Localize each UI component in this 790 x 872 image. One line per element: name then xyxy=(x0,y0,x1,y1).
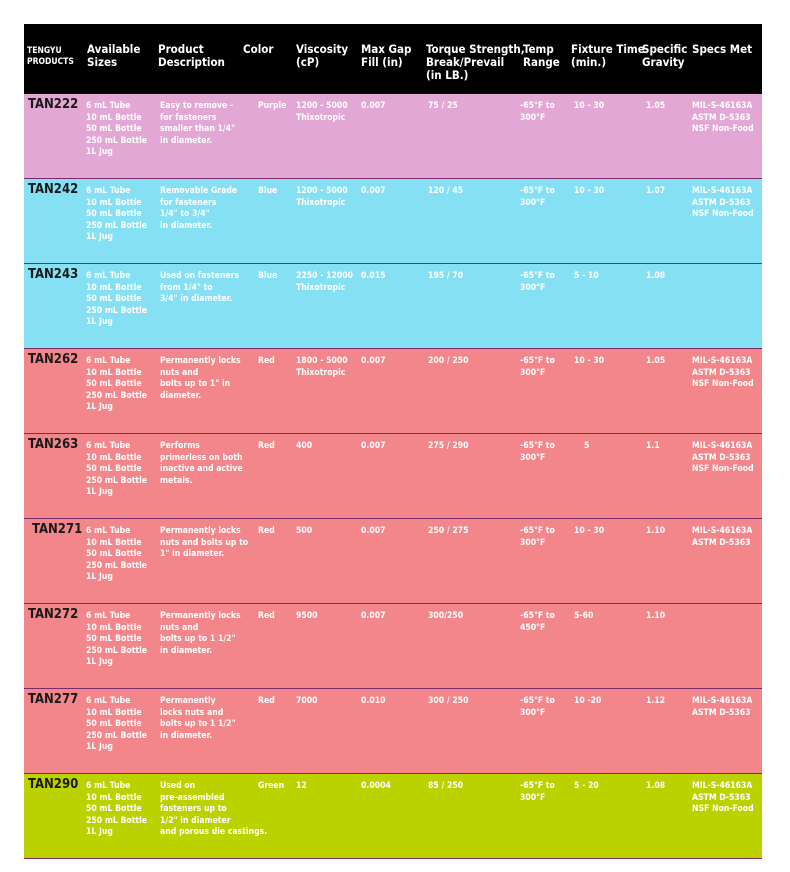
sizes-cell: 6 mL Tube 10 mL Bottle 50 mL Bottle 250 mL Bottle 1L Jug xyxy=(86,526,147,583)
viscosity-cell: 1800 - 5000 Thixotropic xyxy=(296,356,348,378)
gravity-cell: 1.08 xyxy=(646,271,666,281)
gravity-cell: 1.05 xyxy=(646,101,666,111)
max-gap-cell: 0.007 xyxy=(361,186,386,196)
color-cell: Red xyxy=(258,696,275,706)
temp-cell: -65°F to 300°F xyxy=(520,186,555,208)
header-viscosity: Viscosity (cP) xyxy=(296,42,349,69)
header-brand: TENGYU PRODUCTS xyxy=(27,46,74,67)
sizes-cell: 6 mL Tube 10 mL Bottle 50 mL Bottle 250 mL Bottle 1L Jug xyxy=(86,441,147,498)
header-max-gap: Max Gap Fill (in) xyxy=(361,42,412,69)
specs-cell: MIL-S-46163A ASTM D-5363 NSF Non-Food xyxy=(692,101,754,135)
table-row xyxy=(24,94,762,179)
temp-cell: -65°F to 450°F xyxy=(520,611,555,633)
torque-cell: 200 / 250 xyxy=(428,356,469,366)
product-name: TAN242 xyxy=(28,182,79,197)
header-gravity: Specific Gravity xyxy=(642,42,688,69)
specs-cell: MIL-S-46163A ASTM D-5363 NSF Non-Food xyxy=(692,356,754,390)
sizes-cell: 6 mL Tube 10 mL Bottle 50 mL Bottle 250 mL Bottle 1L Jug xyxy=(86,101,147,158)
description-cell: Performs primerless on both inactive and active metals. xyxy=(160,441,243,486)
color-cell: Red xyxy=(258,526,275,536)
header-sizes: Available Sizes xyxy=(87,42,141,69)
gravity-cell: 1.07 xyxy=(646,186,666,196)
table-row xyxy=(24,774,762,859)
gravity-cell: 1.1 xyxy=(646,441,660,451)
header-temp: Temp Range xyxy=(523,42,560,69)
color-cell: Red xyxy=(258,611,275,621)
description-cell: Permanently locks nuts and bolts up to 1" in diameter. xyxy=(160,356,241,401)
specs-cell: MIL-S-46163A ASTM D-5363 xyxy=(692,696,753,718)
fixture-cell: 5-60 xyxy=(574,611,594,621)
header-description: Product Description xyxy=(158,42,225,69)
viscosity-cell: 12 xyxy=(296,781,307,791)
max-gap-cell: 0.007 xyxy=(361,526,386,536)
max-gap-cell: 0.015 xyxy=(361,271,386,281)
max-gap-cell: 0.007 xyxy=(361,356,386,366)
fixture-cell: 10 -20 xyxy=(574,696,602,706)
table-row xyxy=(24,434,762,519)
product-name: TAN271 xyxy=(32,522,83,537)
table-row xyxy=(24,264,762,349)
viscosity-cell: 2250 - 12000 Thixotropic xyxy=(296,271,354,293)
fixture-cell: 5 - 20 xyxy=(574,781,599,791)
viscosity-cell: 400 xyxy=(296,441,313,451)
fixture-cell: 5 - 10 xyxy=(574,271,599,281)
color-cell: Green xyxy=(258,781,285,791)
temp-cell: -65°F to 300°F xyxy=(520,271,555,293)
table-row xyxy=(24,689,762,774)
product-name: TAN262 xyxy=(28,352,79,367)
temp-cell: -65°F to 300°F xyxy=(520,356,555,378)
specs-cell: MIL-S-46163A ASTM D-5363 NSF Non-Food xyxy=(692,781,754,815)
color-cell: Red xyxy=(258,356,275,366)
temp-cell: -65°F to 300°F xyxy=(520,526,555,548)
description-cell: Permanently locks nuts and bolts up to 1 1/2" in diameter. xyxy=(160,696,236,741)
fixture-cell: 5 xyxy=(584,441,590,451)
description-cell: Removable Grade for fasteners 1/4" to 3/4" in diameter. xyxy=(160,186,238,231)
product-name: TAN272 xyxy=(28,607,79,622)
torque-cell: 195 / 70 xyxy=(428,271,464,281)
temp-cell: -65°F to 300°F xyxy=(520,781,555,803)
torque-cell: 75 / 25 xyxy=(428,101,458,111)
torque-cell: 120 / 45 xyxy=(428,186,464,196)
max-gap-cell: 0.007 xyxy=(361,101,386,111)
fixture-cell: 10 - 30 xyxy=(574,526,605,536)
max-gap-cell: 0.007 xyxy=(361,441,386,451)
fixture-cell: 10 - 30 xyxy=(574,356,605,366)
color-cell: Blue xyxy=(258,186,278,196)
description-cell: Permanently locks nuts and bolts up to 1 1/2" in diameter. xyxy=(160,611,241,656)
product-name: TAN222 xyxy=(28,97,79,112)
fixture-cell: 10 - 30 xyxy=(574,186,605,196)
color-cell: Purple xyxy=(258,101,287,111)
temp-cell: -65°F to 300°F xyxy=(520,101,555,123)
specs-cell: MIL-S-46163A ASTM D-5363 xyxy=(692,526,753,548)
table-header xyxy=(24,24,762,94)
gravity-cell: 1.05 xyxy=(646,356,666,366)
viscosity-cell: 1200 - 5000 Thixotropic xyxy=(296,101,348,123)
max-gap-cell: 0.007 xyxy=(361,611,386,621)
sizes-cell: 6 mL Tube 10 mL Bottle 50 mL Bottle 250 mL Bottle 1L Jug xyxy=(86,696,147,753)
header-specs: Specs Met xyxy=(692,42,753,56)
color-cell: Blue xyxy=(258,271,278,281)
description-cell: Permanently locks nuts and bolts up to 1" in diameter. xyxy=(160,526,249,560)
temp-cell: -65°F to 300°F xyxy=(520,696,555,718)
gravity-cell: 1.10 xyxy=(646,526,666,536)
sizes-cell: 6 mL Tube 10 mL Bottle 50 mL Bottle 250 mL Bottle 1L Jug xyxy=(86,611,147,668)
description-cell: Used on fasteners from 1/4" to 3/4" in diameter. xyxy=(160,271,240,305)
max-gap-cell: 0.010 xyxy=(361,696,386,706)
sizes-cell: 6 mL Tube 10 mL Bottle 50 mL Bottle 250 mL Bottle 1L Jug xyxy=(86,781,147,838)
table-row xyxy=(24,519,762,604)
fixture-cell: 10 - 30 xyxy=(574,101,605,111)
gravity-cell: 1.12 xyxy=(646,696,666,706)
table-row xyxy=(24,349,762,434)
viscosity-cell: 1200 - 5000 Thixotropic xyxy=(296,186,348,208)
viscosity-cell: 9500 xyxy=(296,611,318,621)
torque-cell: 250 / 275 xyxy=(428,526,469,536)
torque-cell: 300 / 250 xyxy=(428,696,469,706)
header-color: Color xyxy=(243,42,274,56)
product-name: TAN277 xyxy=(28,692,79,707)
sizes-cell: 6 mL Tube 10 mL Bottle 50 mL Bottle 250 mL Bottle 1L Jug xyxy=(86,356,147,413)
gravity-cell: 1.08 xyxy=(646,781,666,791)
gravity-cell: 1.10 xyxy=(646,611,666,621)
description-cell: Easy to remove - for fasteners smaller than 1/4" in diameter. xyxy=(160,101,236,146)
table-row xyxy=(24,604,762,689)
product-table xyxy=(24,24,762,859)
sizes-cell: 6 mL Tube 10 mL Bottle 50 mL Bottle 250 mL Bottle 1L Jug xyxy=(86,186,147,243)
temp-cell: -65°F to 300°F xyxy=(520,441,555,463)
torque-cell: 300/250 xyxy=(428,611,464,621)
viscosity-cell: 500 xyxy=(296,526,313,536)
viscosity-cell: 7000 xyxy=(296,696,318,706)
sizes-cell: 6 mL Tube 10 mL Bottle 50 mL Bottle 250 mL Bottle 1L Jug xyxy=(86,271,147,328)
torque-cell: 275 / 290 xyxy=(428,441,469,451)
header-fixture: Fixture Time (min.) xyxy=(571,42,645,69)
specs-cell: MIL-S-46163A ASTM D-5363 NSF Non-Food xyxy=(692,186,754,220)
color-cell: Red xyxy=(258,441,275,451)
max-gap-cell: 0.0004 xyxy=(361,781,391,791)
header-torque: Torque Strength, Break/Prevail (in LB.) xyxy=(426,42,525,82)
specs-cell: MIL-S-46163A ASTM D-5363 NSF Non-Food xyxy=(692,441,754,475)
torque-cell: 85 / 250 xyxy=(428,781,464,791)
product-name: TAN243 xyxy=(28,267,79,282)
product-name: TAN290 xyxy=(28,777,79,792)
table-row xyxy=(24,179,762,264)
description-cell: Used on pre-assembled fasteners up to 1/2" in diameter and porous die castings. xyxy=(160,781,268,838)
product-name: TAN263 xyxy=(28,437,79,452)
